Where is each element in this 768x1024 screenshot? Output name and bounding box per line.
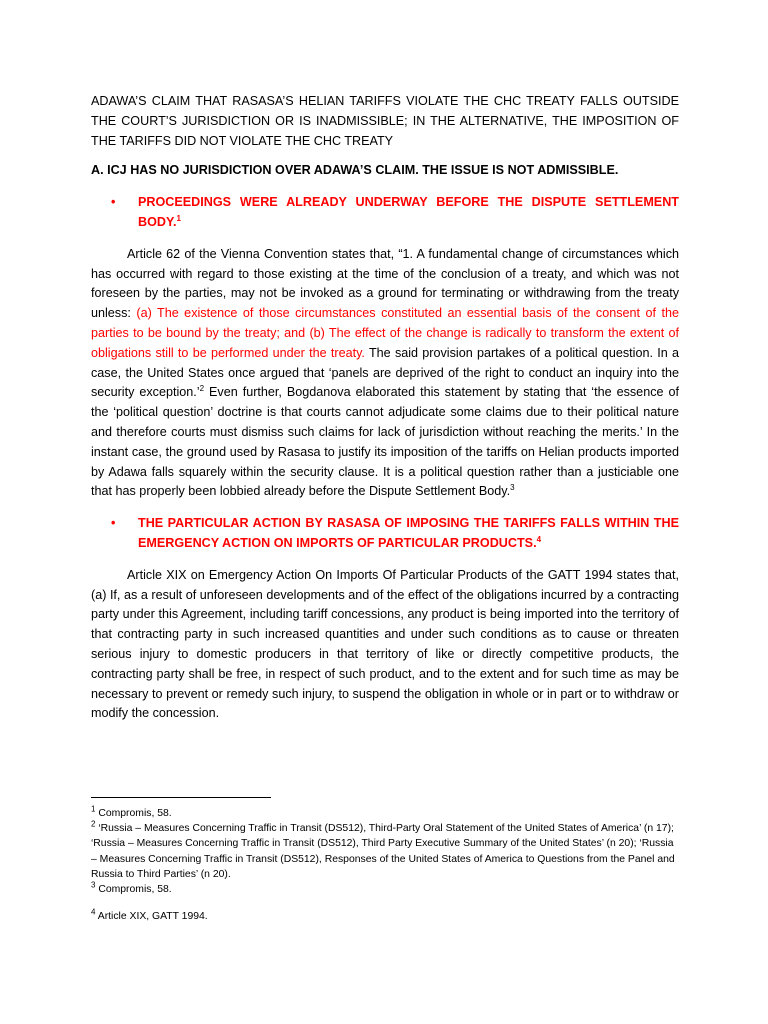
footnote-ref: 1 <box>176 213 181 223</box>
highlighted-quote: (a) The existence of those circumstances constituted an essential basis of the consent of the parties to be bound by the treaty; and (b) The effect of the change is radically to transform the extent of obligations still to be performed under the treaty. <box>91 306 679 360</box>
section-a-heading: A. ICJ HAS NO JURISDICTION OVER ADAWA’S CLAIM. THE ISSUE IS NOT ADMISSIBLE. <box>91 163 619 178</box>
footnote-1: $^1$ Compromis, 58. <box>91 804 172 819</box>
bullet-heading-text: THE PARTICULAR ACTION BY RASASA OF IMPOSING THE TARIFFS FALLS WITHIN THE EMERGENCY ACTION ON IMPORTS OF PARTICULAR PRODUCTS.$^4$ <box>138 516 679 550</box>
footnote-3: $^3$ Compromis, 58. <box>91 880 172 896</box>
main-heading: ADAWA’S CLAIM THAT RASASA’S HELIAN TARIFFS VIOLATE THE CHC TREATY FALLS OUTSIDE THE COURT’S JURISDICTION OR IS INADMISSIBLE; IN THE ALTERNATIVE, THE IMPOSITION OF THE TARIFFS DID NOT VIOLATE THE CHC TREATY <box>91 94 679 148</box>
bullet-heading-text: PROCEEDINGS WERE ALREADY UNDERWAY BEFORE THE DISPUTE SETTLEMENT BODY.$^1$ <box>138 195 679 229</box>
bullet-icon: • <box>111 195 116 210</box>
document-body <box>91 92 679 736</box>
footnote-ref: 2 <box>199 384 205 394</box>
footnote-4: $^4$ Article XIX, GATT 1994. <box>91 907 208 923</box>
bullet-icon: • <box>111 516 116 531</box>
paragraph-article-62: Article 62 of the Vienna Convention states that, “1. A fundamental change of circumstances which has occurred with regard to those existing at the time of the conclusion of a treaty, and which was not foreseen by the parties, may not be invoked as a ground for terminating or withdrawing from the treaty unless: (a) The existence of those circumstances constituted an essential basis of the consent of the parties to be bound by the treaty; and (b) The effect of the change is radically to transform the extent of obligations still to be performed under the treaty. The said provision partakes of a political question. In a case, the United States once argued that ‘panels are deprived of the right to conduct an inquiry into the security exception.’$^2$ Even further, Bogdanova elaborated this statement by stating that ‘the essence of the ‘political question’ doctrine is that courts cannot adjudicate some claims due to their political nature and therefore courts must dismiss such claims for lack of jurisdiction without reaching the merits.’ In the instant case, the ground used by Rasasa to justify its imposition of the tariffs on Helian products imported by Adawa falls squarely within the security clause. It is a political question rather than a justiciable one that has properly been lobbied already before the Dispute Settlement Body.$^3$ <box>91 246 679 499</box>
footnote-2: $^2$ ‘Russia – Measures Concerning Traffic in Transit (DS512), Third-Party Oral Statement of the United States of America’ (n 17); ‘Russia – Measures Concerning Traffic in Transit (DS512), Third Party Executive Summary of the United States’ (n 20); ‘Russia – Measures Concerning Traffic in Transit (DS512), Responses of the United States of America to Questions from the Panel and Russia to Third Parties’ (n 20). <box>91 819 675 880</box>
paragraph-article-xix: Article XIX on Emergency Action On Imports Of Particular Products of the GATT 1994 states that, (a) If, as a result of unforeseen developments and of the effect of the obligations incurred by a contracting party under this Agreement, including tariff concessions, any product is being imported into the territory of that contracting party in such increased quantities and under such conditions as to cause or threaten serious injury to domestic producers in that territory of like or directly competitive products, the contracting party shall be free, in respect of such product, and to the extent and for such time as may be necessary to prevent or remedy such injury, to suspend the obligation in whole or in part or to withdraw or modify the concession. <box>91 567 679 721</box>
footnote-ref: 4 <box>536 534 542 544</box>
footnotes <box>91 806 679 924</box>
bullet-heading-2 <box>91 514 679 554</box>
footnote-separator <box>91 797 271 798</box>
bullet-heading-1 <box>91 193 679 233</box>
footnote-ref: 3 <box>510 483 515 493</box>
